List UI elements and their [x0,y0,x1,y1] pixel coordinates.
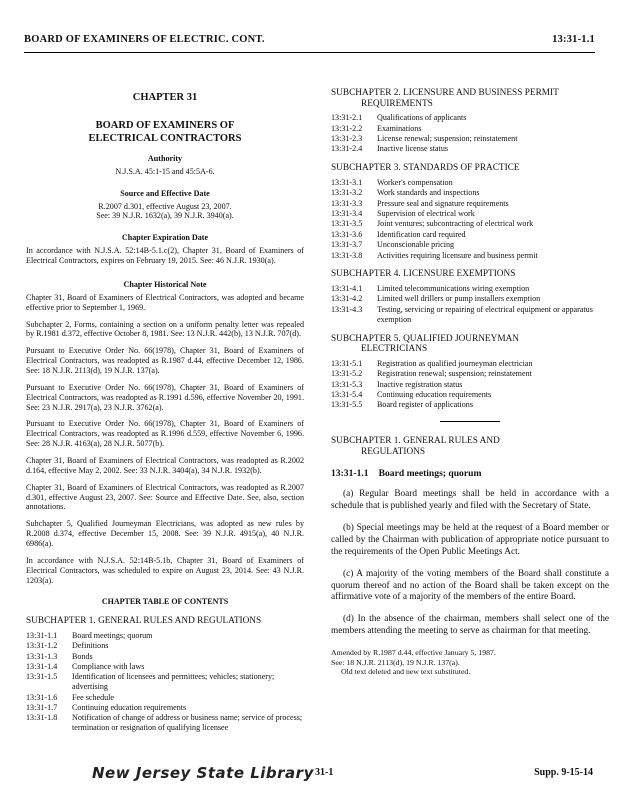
toc-entry[interactable] [331,199,609,209]
toc-entry-title: Joint ventures; subcontracting of electrical work [377,219,534,229]
right-column [331,58,609,676]
amendment-note-line-3: Old text deleted and new text substituted. [341,666,471,676]
toc-entry-title: Work standards and inspections [377,188,480,198]
history-note: In accordance with N.J.S.A. 52:14B-5.1b, Chapter 31, Board of Examiners of Electrical Contractors, was scheduled to expire on August 23, 2014. See: 43 N.J.R. 1203(a). [26,555,304,585]
toc-subchapter-1-heading: SUBCHAPTER 1. GENERAL RULES AND REGULATIONS [26,616,262,627]
toc-entry-title: Board register of applications [377,400,473,410]
toc-entry[interactable] [331,400,609,410]
supplement-date: Supp. 9-15-14 [534,767,593,778]
toc-entry-number: 13:31-5.5 [331,400,363,410]
toc-entry-title: Continuing education requirements [377,389,492,399]
toc-entry-number: 13:31-4.2 [331,294,363,304]
toc-entry-title: Compliance with laws [72,661,145,671]
rule-number: 13:31-1.1 [331,467,369,479]
toc-entry-title: Pressure seal and signature requirements [377,198,509,208]
toc-entry-title: Limited well drillers or pump installers exemption [377,294,541,304]
toc-entry-title: Supervision of electrical work [377,209,475,219]
chapter-title-line-2: ELECTRICAL CONTRACTORS [88,132,242,144]
toc-entry-title: License renewal; suspension; reinstatement [377,134,518,144]
authority-heading: Authority [147,154,183,164]
toc-entry[interactable] [26,672,304,692]
toc-entry-number: 13:31-2.2 [331,123,363,133]
toc-entry-number: 13:31-5.2 [331,369,363,379]
toc-entry[interactable] [26,641,304,651]
source-text-1: R.2007 d.301, effective August 23, 2007. [98,201,232,211]
toc-entry-number: 13:31-3.4 [331,209,363,219]
toc-entry[interactable] [331,390,609,400]
history-note: Chapter 31, Board of Examiners of Electrical Contractors, was readopted as R.2002 d.164, effective May 2, 2002. See: 33 N.J.R. 3404(a), 34 N.J.R. 1932(b). [26,455,304,475]
toc-entry-number: 13:31-3.1 [331,178,363,187]
toc-entry-number: 13:31-3.3 [331,198,363,208]
rule-paragraph: (d) In the absence of the chairman, members shall select one of the members attending the meeting to serve as chairman for that meeting. [331,614,609,637]
chapter-title-line-1: BOARD OF EXAMINERS OF [95,119,235,131]
toc-entry-title: Definitions [72,641,109,651]
toc-subchapter-5-heading-line-1: SUBCHAPTER 5. QUALIFIED JOURNEYMAN [331,333,520,344]
toc-subchapter-3-heading: SUBCHAPTER 3. STANDARDS OF PRACTICE [331,163,520,174]
toc-entry[interactable] [26,713,304,733]
toc-subchapter-4-heading: SUBCHAPTER 4. LICENSURE EXEMPTIONS [331,269,516,280]
toc-entry[interactable] [331,380,609,390]
toc-entry-title: Unconscionable pricing [377,240,455,250]
toc-entry-title: Identification of licensees and permittees; vehicles; stationery; advertising [72,672,275,692]
toc-entry-title: Examinations [377,123,422,133]
toc-entry[interactable] [331,219,609,229]
section-divider [440,421,500,422]
toc-entry[interactable] [331,359,609,369]
toc-entry-number: 13:31-3.8 [331,250,363,260]
toc-entry[interactable] [26,652,304,662]
toc-entry-number: 13:31-1.7 [26,702,58,712]
toc-entry-title: Continuing education requirements [72,702,187,712]
toc-entry-number: 13:31-2.4 [331,144,363,154]
toc-subchapter-2-heading-line-2: REQUIREMENTS [361,98,433,109]
amendment-note-line-1: Amended by R.1987 d.44, effective January 5, 1987. [331,648,496,658]
toc-entry-title: Testing, servicing or repairing of electrical equipment or apparatus exemption [377,304,593,324]
toc-entry-number: 13:31-3.2 [331,188,363,198]
toc-entry[interactable] [331,188,609,198]
library-watermark-logo: New Jersey State Library [92,764,314,782]
toc-entry-number: 13:31-1.1 [26,630,58,640]
source-text-2: See: 39 N.J.R. 1632(a), 39 N.J.R. 3940(a). [96,211,234,221]
toc-entry[interactable] [331,230,609,240]
toc-entry[interactable] [331,124,609,134]
toc-entry[interactable] [26,703,304,713]
toc-entry-number: 13:31-1.2 [26,641,58,651]
left-column [26,58,304,733]
amendment-note-line-2: See: 18 N.J.R. 2113(d), 19 N.J.R. 137(a). [331,657,460,667]
toc-entry-number: 13:31-3.6 [331,229,363,239]
toc-entry[interactable] [331,369,609,379]
toc-entry-title: Qualifications of applicants [377,113,467,123]
header-title: BOARD OF EXAMINERS OF ELECTRIC. CONT. [24,34,265,45]
toc-heading: CHAPTER TABLE OF CONTENTS [101,597,229,607]
toc-entry-title: Fee schedule [72,692,115,702]
toc-entry[interactable] [26,662,304,672]
amendment-note [331,648,609,676]
subchapter-1-heading [331,436,609,457]
toc-entry-number: 13:31-2.3 [331,134,363,144]
rule-paragraph: (a) Regular Board meetings shall be held in accordance with a schedule that is published yearly and filed with the Secretary of State. [331,489,609,512]
expiration-text: In accordance with N.J.S.A. 52:14B-5.1.c(2), Chapter 31, Board of Examiners of Electrical Contractors, expires on February 19, 2015. See: 46 N.J.R. 1930(a). [26,246,304,266]
toc-entry-number: 13:31-5.1 [331,358,363,368]
toc-subchapter-5-heading-line-2: ELECTRICIANS [361,344,428,355]
toc-entry[interactable] [331,144,609,154]
toc-entry-title: Registration renewal; suspension; reinstatement [377,369,532,379]
toc-subchapter-2-heading-line-1: SUBCHAPTER 2. LICENSURE AND BUSINESS PERMIT [331,88,559,98]
rule-paragraph: (c) A majority of the voting members of the Board shall constitute a quorum thereof and no action of the Board shall be taken except on the affirmative vote of a majority of the members of the entire Board. [331,568,609,603]
toc-entry-title: Bonds [72,651,93,661]
subchapter-1-heading-line-1: SUBCHAPTER 1. GENERAL RULES AND [331,436,500,447]
toc-entry-number: 13:31-1.8 [26,713,58,723]
toc-entry[interactable] [26,693,304,703]
toc-subchapter-4-list [331,284,609,324]
toc-entry-number: 13:31-3.5 [331,219,363,229]
history-note: Pursuant to Executive Order No. 66(1978), Chapter 31, Board of Examiners of Electrical Contractors, was readopted as R.1987 d.44, effective December 12, 1986. See: 18 N.J.R. 2113(d), 19 N.J.R. 137(a). [26,346,304,375]
toc-entry[interactable] [331,294,609,304]
source-heading: Source and Effective Date [120,188,210,198]
toc-entry[interactable] [331,113,609,123]
expiration-heading: Chapter Expiration Date [121,233,209,243]
history-note: Pursuant to Executive Order No. 66(1978), Chapter 31, Board of Examiners of Electrical Contractors, was readopted as R.1991 d.596, effective November 20, 1991. See: 23 N.J.R. 2917(a), 23 N.J.R. 3762(a). [26,382,304,412]
toc-entry-title: Board meetings; quorum [72,630,153,640]
history-note: Pursuant to Executive Order No. 66(1978), Chapter 31, Board of Examiners of Electrical Contractors, was readopted as R.1996 d.559, effective November 6, 1996. See: 28 N.J.R. 4163(a), 28 N.J.R. 5077(b). [26,419,304,449]
toc-entry[interactable] [331,251,609,261]
toc-entry-number: 13:31-5.4 [331,389,363,399]
toc-entry-title: Limited telecommunications wiring exemption [377,284,530,294]
toc-entry[interactable] [331,209,609,219]
header-section: 13:31-1.1 [552,34,595,45]
toc-subchapter-1-list [26,631,304,733]
toc-entry[interactable] [331,178,609,188]
history-note: Subchapter 5, Qualified Journeyman Electricians, was adopted as new rules by R.2008 d.374, effective December 15, 2008. See: 39 N.J.R. 4915(a), 40 N.J.R. 6986(a). [26,519,304,548]
toc-entry[interactable] [331,134,609,144]
toc-entry-number: 13:31-1.4 [26,661,58,671]
toc-entry-title: Inactive registration status [377,379,463,389]
toc-entry-number: 13:31-4.1 [331,284,363,294]
page-number: 31-1 [315,767,334,778]
history-note: Subchapter 2, Forms, containing a section on a uniform penalty letter was repealed by R.1981 d.372, effective October 8, 1981. See: 13 N.J.R. 442(b), 13 N.J.R. 707(d). [26,319,304,339]
rule-paragraph: (b) Special meetings may be held at the request of a Board member or called by the Chairman with publication of appropriate notice pursuant to the requirements of the Open Public Meetings Act. [331,523,609,557]
toc-entry[interactable] [26,631,304,641]
toc-subchapter-5-heading [331,334,609,355]
chapter-number: CHAPTER 31 [132,92,198,103]
toc-subchapter-3-list [331,178,609,260]
subchapter-1-heading-line-2: REGULATIONS [361,446,426,457]
running-header [24,34,595,45]
chapter-title [26,119,304,145]
toc-subchapter-2-list [331,113,609,154]
toc-entry-number: 13:31-4.3 [331,304,363,314]
toc-entry-title: Worker's compensation [377,178,453,187]
toc-entry-title: Inactive license status [377,144,449,154]
toc-subchapter-2-heading [331,88,609,109]
toc-entry-title: Notification of change of address or business name; service of process; termination or resignation of qualifying licensee [72,713,303,733]
toc-entry-title: Registration as qualified journeyman electrician [377,358,533,368]
toc-entry[interactable] [331,240,609,250]
toc-entry[interactable] [331,305,609,325]
toc-entry-number: 13:31-2.1 [331,113,363,123]
toc-entry-number: 13:31-3.7 [331,240,363,250]
history-heading: Chapter Historical Note [123,279,207,289]
authority-text: N.J.S.A. 45:1-15 and 45:5A-6. [115,166,215,176]
toc-entry-number: 13:31-1.5 [26,672,58,682]
toc-subchapter-5-list [331,359,609,410]
history-note: Chapter 31, Board of Examiners of Electrical Contractors, was readopted as R.2007 d.301, effective August 23, 2007. See: Source and Effective Date. See, also, section annotations. [26,482,304,512]
toc-entry-number: 13:31-1.6 [26,692,58,702]
toc-entry-number: 13:31-1.3 [26,651,58,661]
toc-entry-title: Identification card required [377,229,466,239]
rule-heading [331,468,609,480]
toc-entry-title: Activities requiring licensure and business permit [377,250,538,260]
toc-entry-number: 13:31-5.3 [331,379,363,389]
header-rule [24,52,595,53]
rule-title: Board meetings; quorum [378,467,482,479]
history-note: Chapter 31, Board of Examiners of Electrical Contractors, was adopted and became effective prior to September 1, 1969. [26,292,304,312]
toc-entry[interactable] [331,284,609,294]
